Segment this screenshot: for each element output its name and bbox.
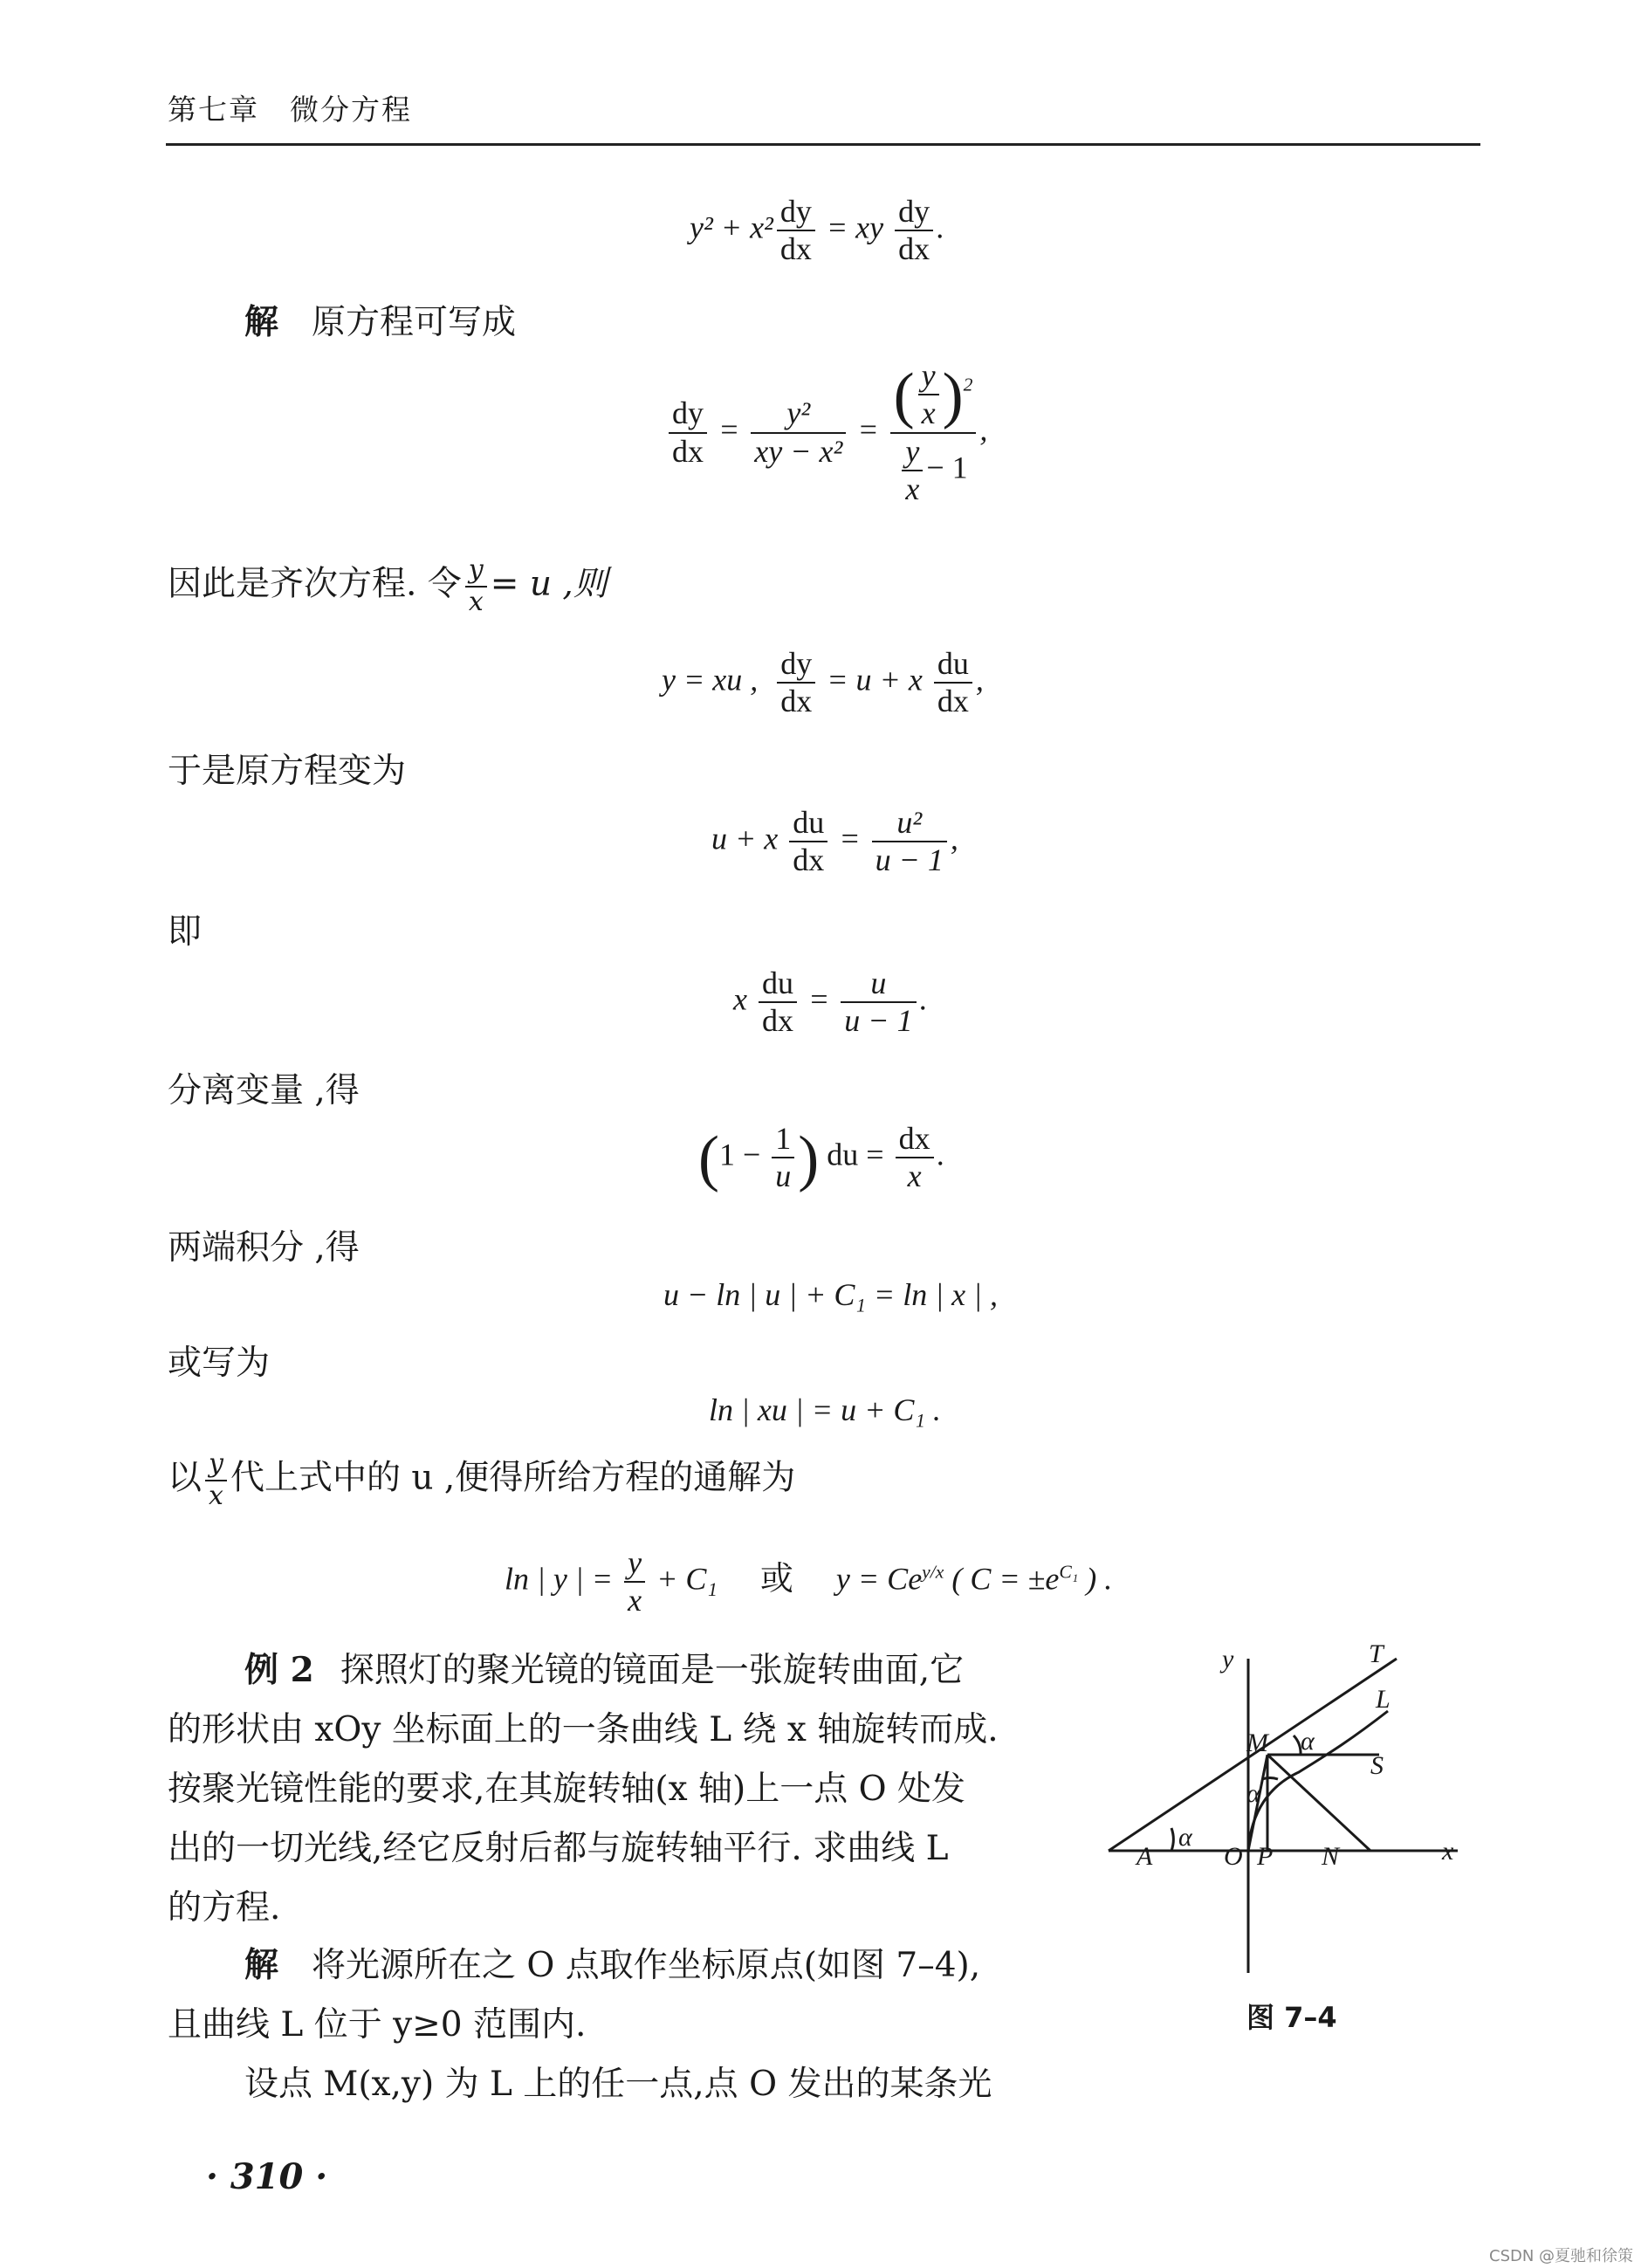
example-2-line-3: 按聚光镜性能的要求,在其旋转轴(x 轴)上一点 O 处发 [168, 1770, 965, 1809]
label-L: L [1376, 1685, 1390, 1714]
label-alpha-2: α [1301, 1727, 1315, 1756]
paragraph-orwrite: 或写为 [168, 1344, 271, 1383]
header-rule [166, 143, 1480, 146]
solution-1-line: 解 原方程可写成 [244, 302, 517, 342]
chapter-header: 第七章 微分方程 [168, 93, 412, 127]
figure-caption: 图 7–4 [1246, 2001, 1337, 2034]
example-2-line-2: 的形状由 xOy 坐标面上的一条曲线 L 绕 x 轴旋转而成. [168, 1710, 999, 1749]
figure-diagram [1091, 1641, 1466, 2008]
paragraph-separate: 分离变量 ,得 [168, 1071, 360, 1110]
figure-7-4 [1091, 1641, 1466, 2008]
equation-integrated: u − ln | u | + C₁ = ln | x | , [663, 1277, 998, 1312]
equation-original: y² + x² $\frac{dy}{dx}$ = xy $\frac{dy}{dx}$ . [690, 194, 945, 267]
label-alpha-1: α [1178, 1823, 1192, 1852]
label-P: P [1257, 1842, 1274, 1871]
equation-general-solution: ln | y | = $\frac{y}{x}$ + C₁ 或 $y = Ce^{y/x}$ ( $C = \pm e^{C_1}$ ) . [505, 1545, 1113, 1619]
label-T: T [1369, 1641, 1384, 1668]
paragraph-transform: 于是原方程变为 [168, 752, 407, 791]
label-y: y [1222, 1645, 1234, 1674]
paragraph-last: 设点 M(x,y) 为 L 上的任一点,点 O 发出的某条光 [244, 2065, 992, 2104]
watermark: CSDN @夏驰和徐策 [1489, 2247, 1634, 2265]
paragraph-replace: 以 $\frac{y}{x}$ 代上式中的 u ,便得所给方程的通解为 [168, 1448, 796, 1511]
equation-transformed: u + x $\frac{du}{dx}$ = $\frac{\text{u²}}{u - 1}$ , [711, 805, 958, 878]
label-S: S [1370, 1751, 1384, 1780]
example-2-line-1: 例 2 探照灯的聚光镜的镜面是一张旋转曲面,它 [244, 1650, 965, 1690]
solution-label: 解 [244, 302, 279, 342]
label-alpha-3: α [1246, 1779, 1260, 1808]
label-M: M [1246, 1728, 1268, 1757]
equation-separated: (1 − $\frac{1}{u}$ ) du = $\frac{dx}{x}$ . [698, 1121, 945, 1194]
paragraph-integrate: 两端积分 ,得 [168, 1228, 360, 1268]
normal-MN [1267, 1755, 1370, 1851]
paragraph-ji: 即 [168, 912, 203, 952]
solution-label: 解 [244, 1945, 279, 1985]
label-A: A [1136, 1842, 1153, 1871]
label-x: x [1442, 1837, 1454, 1866]
label-O: O [1224, 1842, 1243, 1871]
solution-2-line-1: 解 将光源所在之 O 点取作坐标原点(如图 7–4), [244, 1945, 981, 1985]
example-2-line-4: 出的一切光线,经它反射后都与旋转轴平行. 求曲线 L [168, 1829, 949, 1868]
solution-2-line-2: 且曲线 L 位于 y≥0 范围内. [168, 2005, 587, 2045]
curve-L [1248, 1711, 1388, 1851]
example-label: 例 2 [244, 1650, 314, 1690]
page-number: · 310 · [206, 2156, 328, 2197]
angle-arc-O [1262, 1778, 1278, 1779]
equation-log-form: ln | xu | = u + C₁ . [709, 1392, 941, 1427]
paragraph-homogeneous: 因此是齐次方程. 令 $\frac{y}{x}$ = u ,则 [168, 554, 608, 617]
label-N: N [1322, 1842, 1340, 1871]
equation-homogeneous-form: $\frac{dy}{dx}$ = $\frac{\text{y²}}{\text{xy − x²}}$ = ( $\frac{y}{x}$ )$^2$ $\frac{y}{x}$ − 1 , [665, 358, 987, 508]
equation-simplified: x $\frac{du}{dx}$ = $\frac{u}{u - 1}$ . [733, 966, 928, 1039]
angle-arc-M [1294, 1735, 1301, 1755]
equation-substitution: y = xu , $\frac{dy}{dx}$ = u + x $\frac{du}{dx}$ , [662, 646, 984, 719]
angle-arc-A [1171, 1828, 1173, 1851]
example-2-line-5: 的方程. [168, 1888, 281, 1928]
